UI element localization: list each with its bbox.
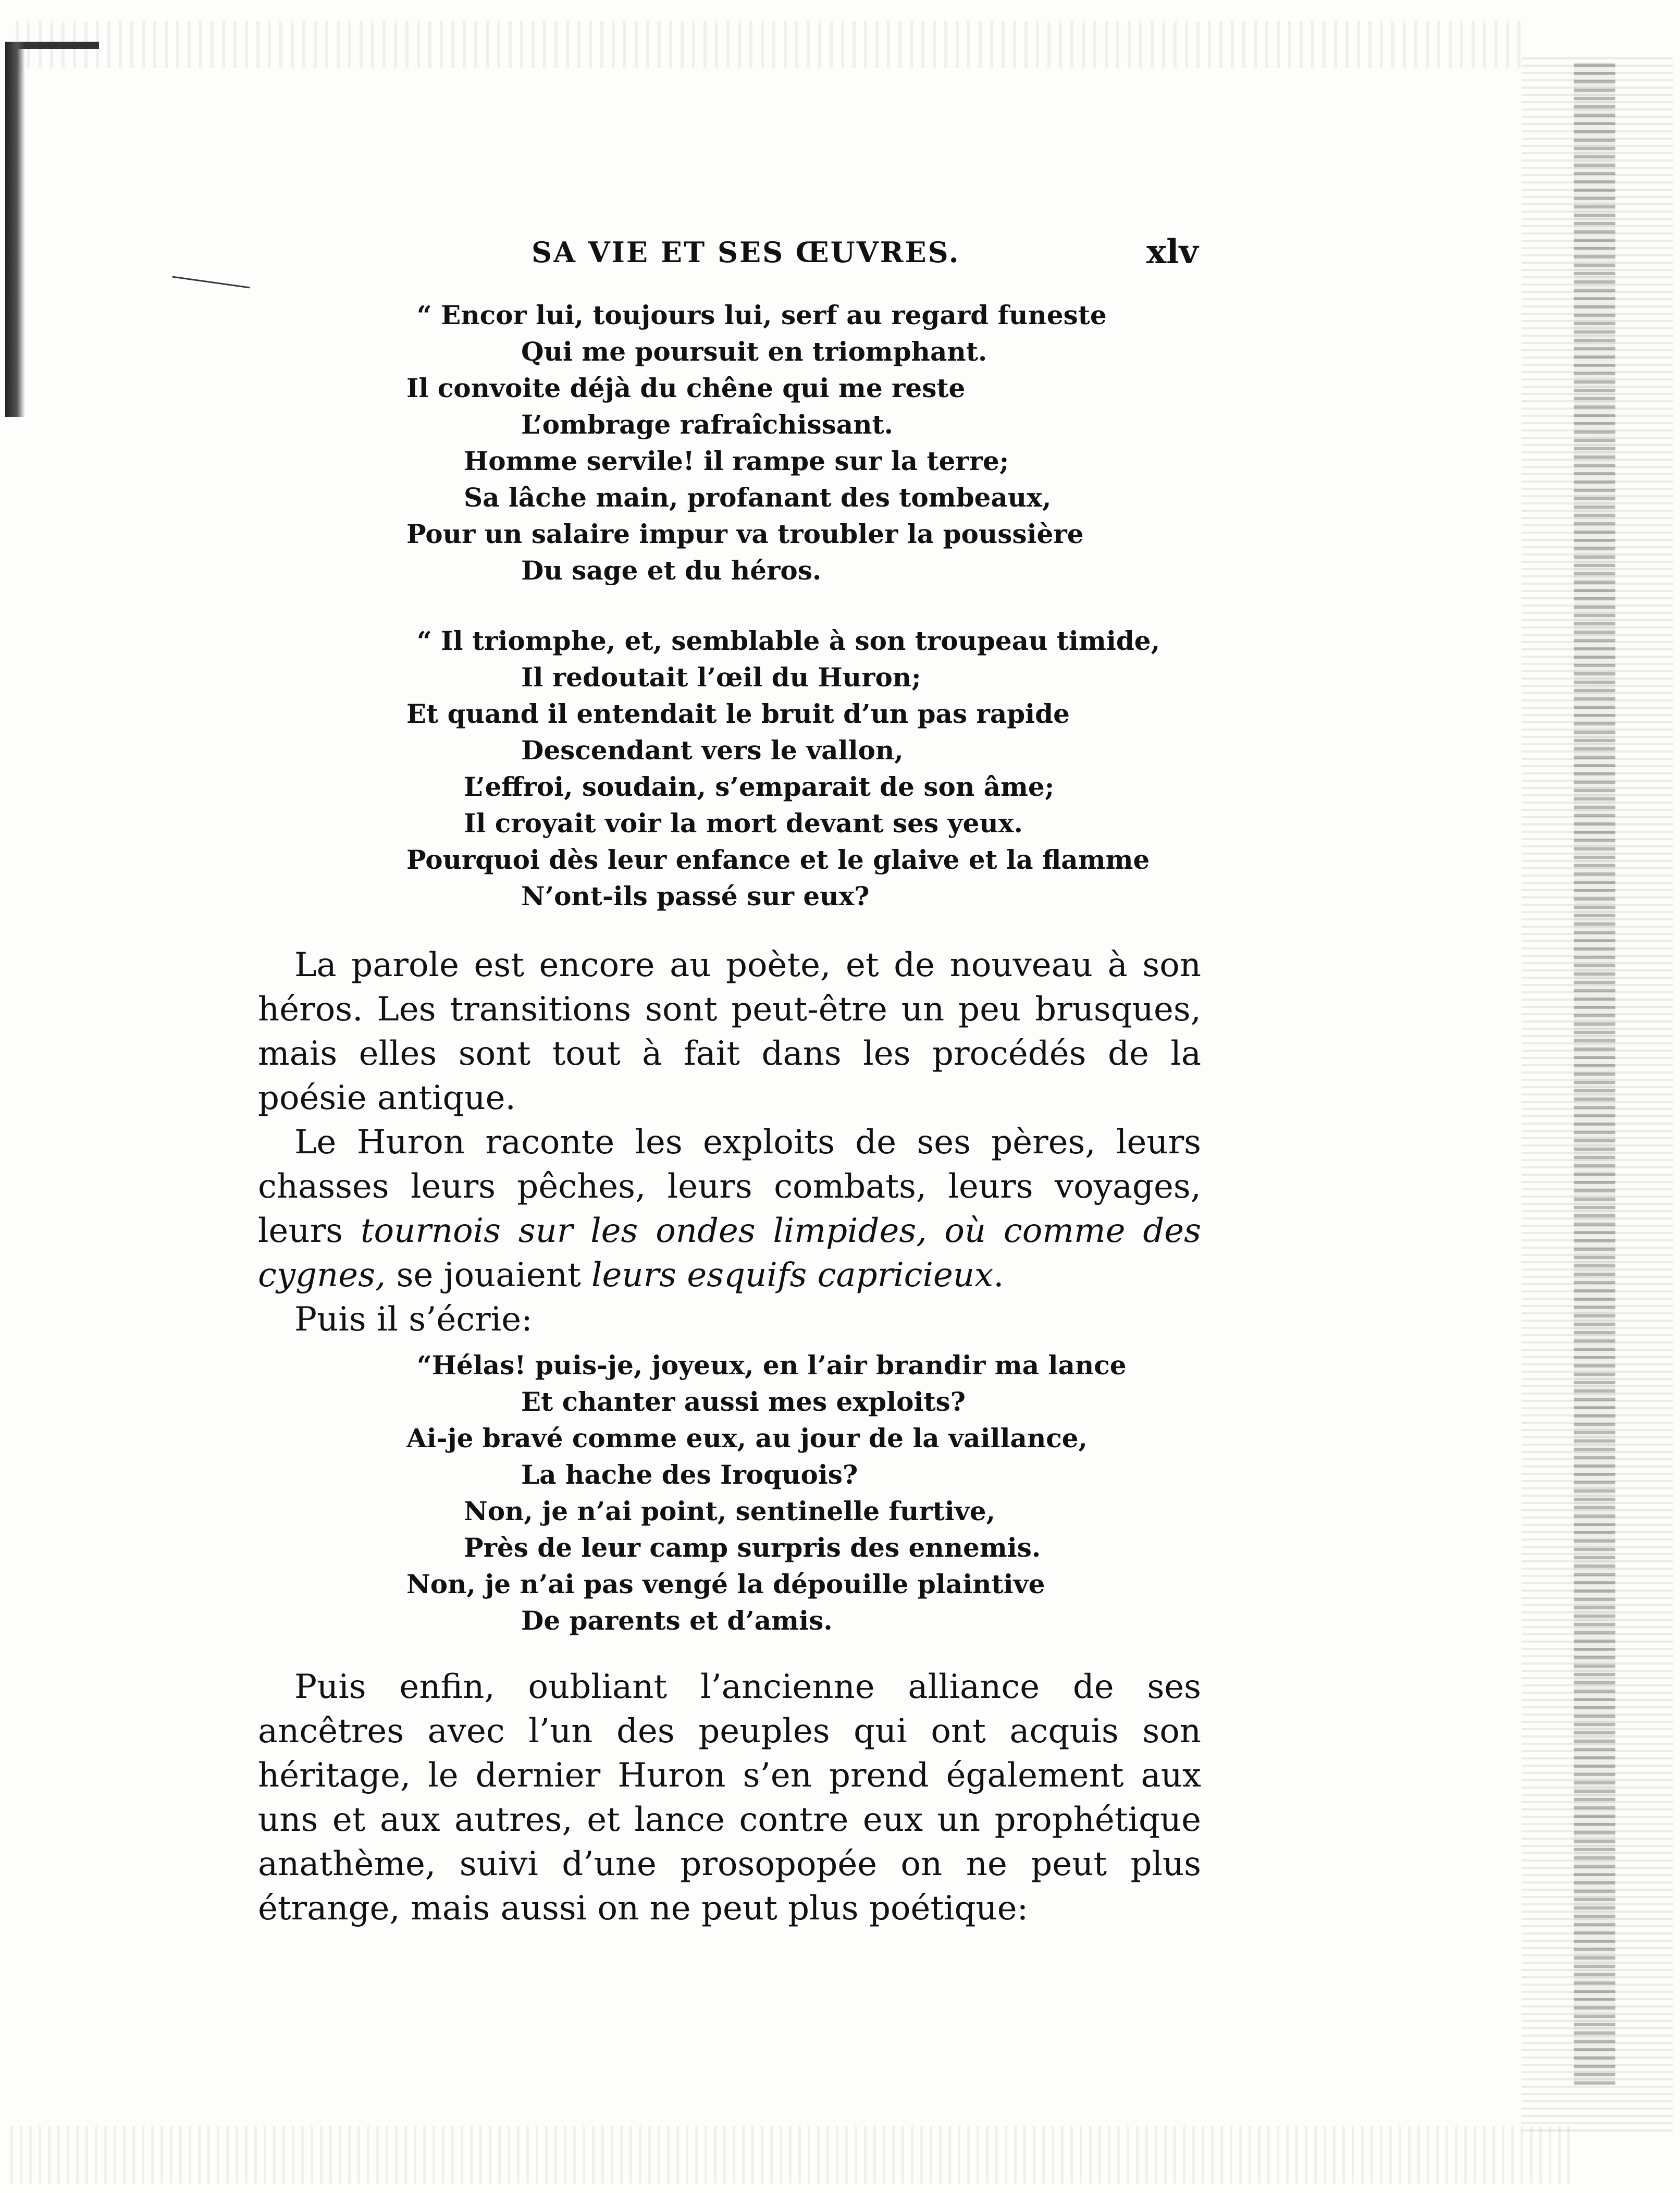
verse-line: Non, je n’ai point, sentinelle furtive,: [464, 1496, 995, 1526]
paragraph: [258, 1120, 1201, 1298]
italic-text: tournois sur les ondes limpides, où comme des cygnes,: [258, 1212, 1202, 1295]
verse-line: De parents et d’amis.: [521, 1605, 833, 1636]
text-span: .: [993, 1256, 1004, 1295]
verse-line: Non, je n’ai pas vengé la dépouille plaintive: [406, 1569, 1045, 1599]
verse-line: Il convoite déjà du chêne qui me reste: [406, 373, 966, 403]
text-span: se jouaient: [386, 1256, 592, 1295]
running-head: SA VIE ET SES ŒUVRES.: [532, 236, 960, 269]
poem-stanza-2: [406, 623, 1160, 915]
verse-line: N’ont-ils passé sur eux?: [521, 881, 870, 911]
verse-line: Il croyait voir la mort devant ses yeux.: [464, 808, 1023, 839]
verse-line: Près de leur camp surpris des ennemis.: [464, 1532, 1041, 1563]
verse-line: Qui me poursuit en triomphant.: [521, 336, 987, 367]
verse-line: Descendant vers le vallon,: [521, 735, 904, 766]
scan-mark: [172, 276, 250, 289]
italic-text: leurs esquifs capricieux: [591, 1256, 994, 1295]
paragraph: Puis enfin, oubliant l’ancienne alliance de ses ancêtres avec l’un des peuples qui ont acquis son héritage, le dernier Huron s’en prend également aux uns et aux autres, et lance contre eux un prophétique anathème, suivi d’une prosopopée on ne peut plus étrange, mais aussi on ne peut plus poétique:: [258, 1668, 1201, 1928]
verse-line: Pour un salaire impur va troubler la poussière: [406, 519, 1084, 549]
scan-edge-left: [5, 42, 25, 417]
verse-line: “Hélas! puis-je, joyeux, en l’air brandir ma lance: [417, 1350, 1127, 1381]
verse-line: Il redoutait l’œil du Huron;: [521, 662, 921, 693]
paragraph: Puis il s’écrie:: [294, 1300, 533, 1339]
text-span: Le Huron raconte les exploits de ses pères, leurs chasses leurs pêches, leurs combats, leurs voyages, leurs: [258, 1123, 1201, 1250]
scan-noise-top: [16, 21, 1527, 68]
scan-edge-right-dark: [1574, 63, 1615, 2085]
verse-line: La hache des Iroquois?: [521, 1459, 858, 1490]
verse-line: “ Il triomphe, et, semblable à son troupeau timide,: [417, 625, 1160, 656]
verse-line: L’effroi, soudain, s’emparait de son âme;: [464, 771, 1055, 802]
poem-stanza-3: [406, 1347, 1127, 1639]
verse-line: Et quand il entendait le bruit d’un pas rapide: [406, 698, 1070, 729]
prose-block-1: [258, 943, 1201, 1342]
verse-line: Du sage et du héros.: [521, 555, 822, 586]
paragraph: La parole est encore au poète, et de nouveau à son héros. Les transitions sont peut-être un peu brusques, mais elles sont tout à fait dans les procédés de la poésie antique.: [258, 946, 1201, 1117]
page-number: xlv: [1146, 232, 1199, 272]
verse-line: “ Encor lui, toujours lui, serf au regard funeste: [417, 300, 1107, 330]
prose-block-2: [258, 1665, 1201, 1931]
poem-stanza-1: [406, 297, 1107, 589]
scan-noise-bottom: [10, 2126, 1574, 2184]
verse-line: Homme servile! il rampe sur la terre;: [464, 446, 1009, 476]
verse-line: Sa lâche main, profanant des tombeaux,: [464, 482, 1052, 513]
verse-line: Ai-je bravé comme eux, au jour de la vaillance,: [406, 1423, 1088, 1453]
verse-line: L’ombrage rafraîchissant.: [521, 409, 894, 440]
verse-line: Et chanter aussi mes exploits?: [521, 1386, 966, 1417]
verse-line: Pourquoi dès leur enfance et le glaive et la flamme: [406, 844, 1150, 875]
